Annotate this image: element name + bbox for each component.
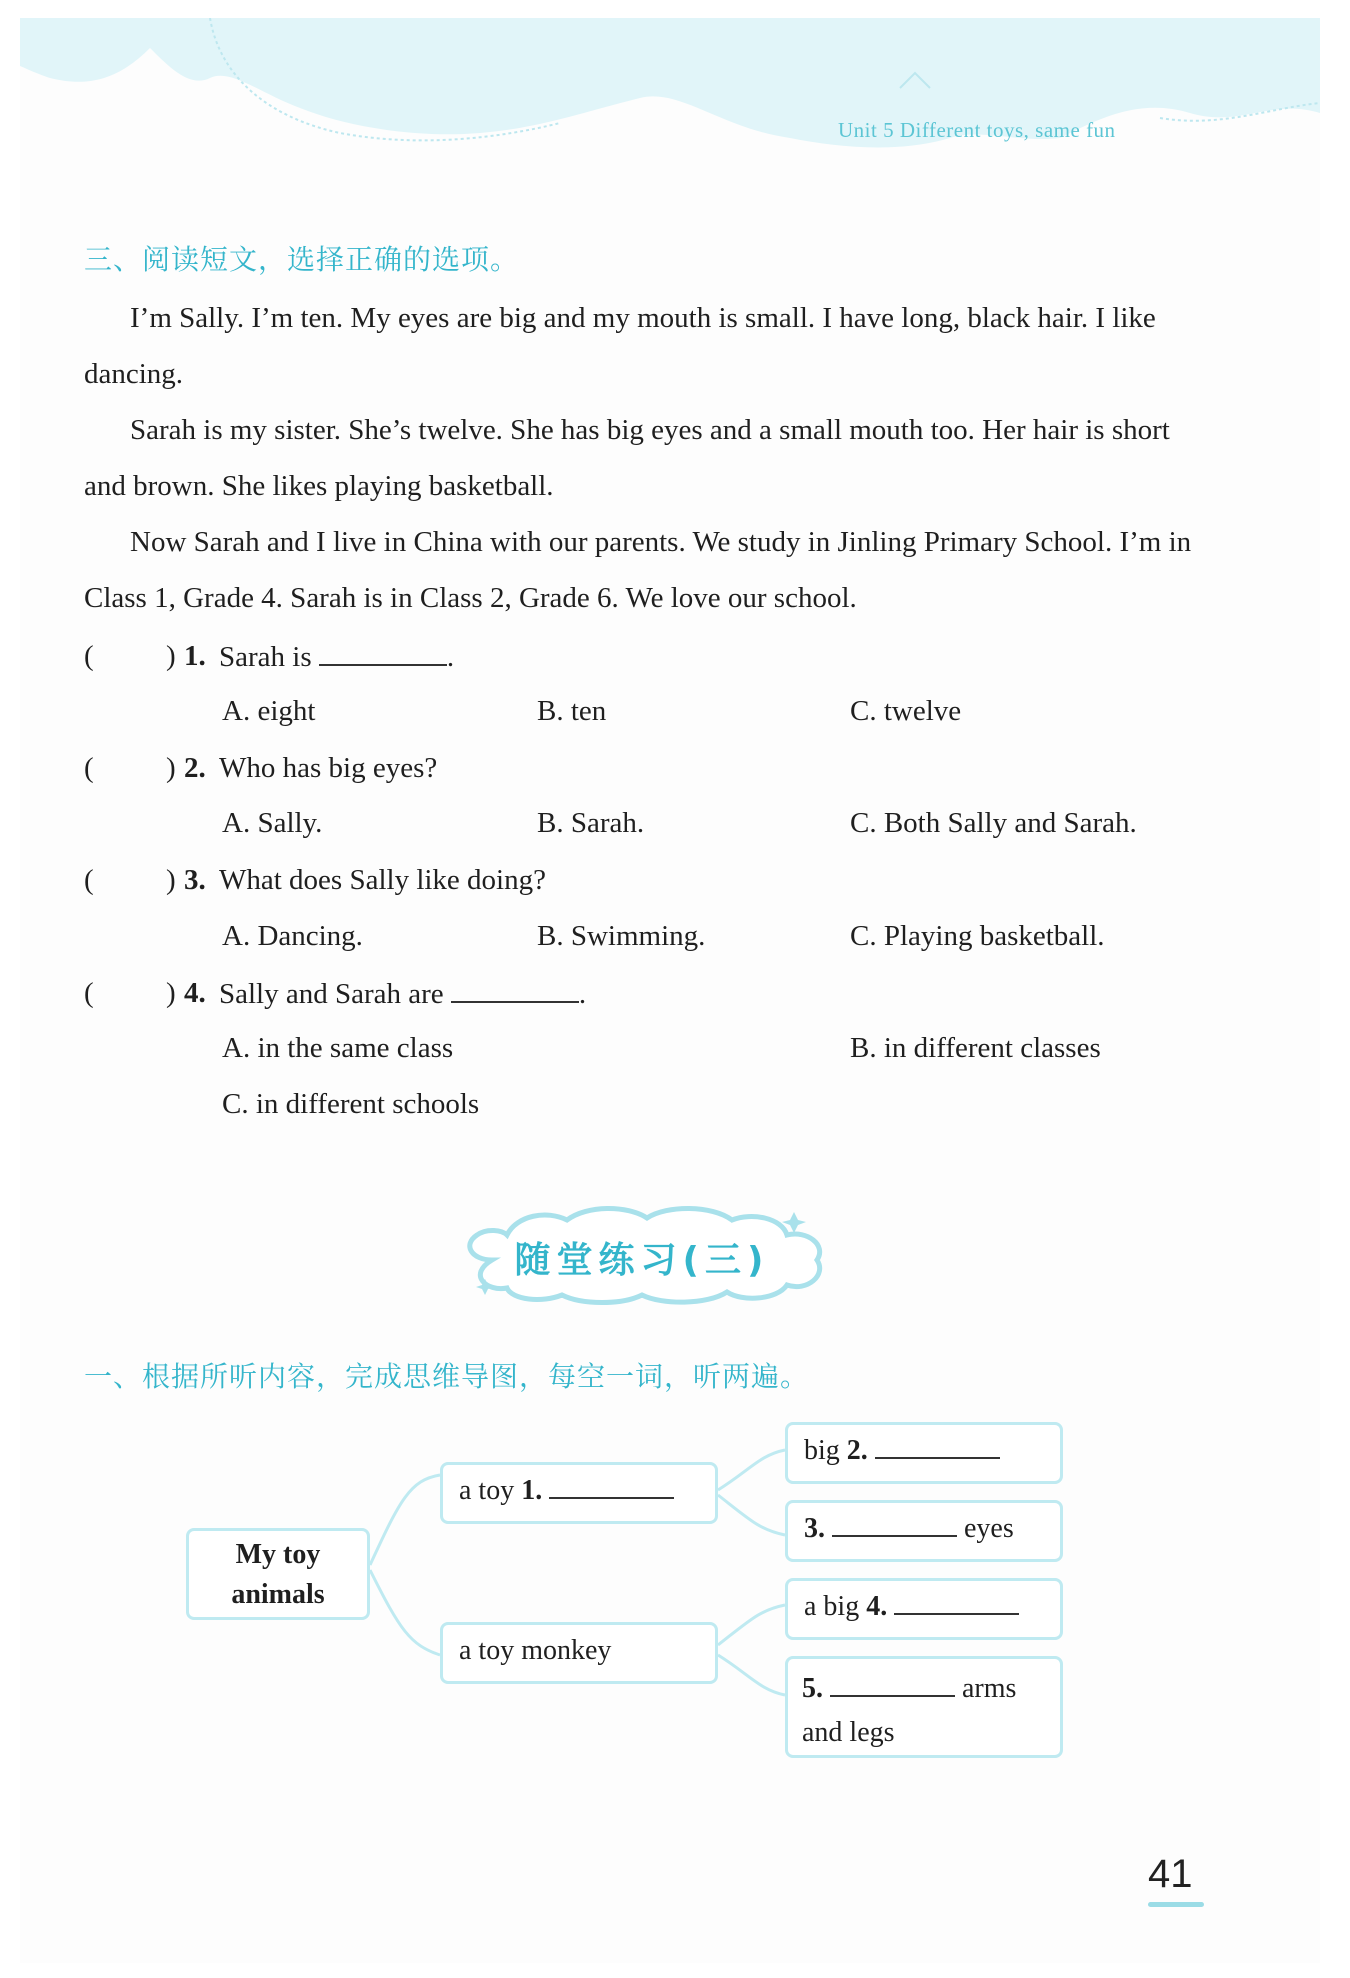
leaf-2-prefix: big xyxy=(804,1435,840,1466)
answer-bracket-open: ( xyxy=(84,977,94,1009)
passage-paragraph: I’m Sally. I’m ten. My eyes are big and my mouth is small. I have long, black hair. I like dancing. xyxy=(84,302,1156,390)
leaf-5-line1 xyxy=(802,1667,1060,1711)
option-a[interactable]: A. Sally. xyxy=(222,807,323,839)
answer-blank-5[interactable] xyxy=(830,1673,955,1697)
blank-number: 1. xyxy=(521,1475,543,1506)
branch-1-prefix: a toy xyxy=(459,1475,515,1506)
answer-bracket-close[interactable]: ) xyxy=(166,752,176,784)
reading-section-title: 三、阅读短文，选择正确的选项。 xyxy=(84,243,520,276)
option-a[interactable]: A. Dancing. xyxy=(222,920,363,952)
option-a[interactable]: A. eight xyxy=(222,695,316,727)
question-text-after: . xyxy=(578,978,587,1010)
leaf-3-suffix: eyes xyxy=(964,1513,1014,1544)
question-text xyxy=(219,977,586,1011)
question-text-before: Sally and Sarah are xyxy=(219,978,444,1010)
question-text-after: . xyxy=(446,641,455,673)
option-c[interactable]: C. Both Sally and Sarah. xyxy=(850,807,1137,839)
listening-section-title: 一、根据所听内容，完成思维导图，每空一词，听两遍。 xyxy=(84,1360,810,1393)
question-number: 3. xyxy=(184,864,206,896)
reading-passage xyxy=(84,290,1194,626)
blank-number: 2. xyxy=(846,1435,868,1466)
option-b[interactable]: B. ten xyxy=(537,695,607,727)
answer-bracket-close[interactable]: ) xyxy=(166,864,176,896)
question-number: 4. xyxy=(184,977,206,1009)
mindmap-leaf-4 xyxy=(785,1578,1063,1640)
leaf-5-suffix: arms xyxy=(962,1673,1017,1704)
blank-number: 5. xyxy=(802,1673,823,1704)
question-text xyxy=(219,640,454,674)
answer-blank[interactable] xyxy=(319,640,447,666)
answer-blank-2[interactable] xyxy=(875,1435,1000,1459)
question-text-before: Sarah is xyxy=(219,641,312,673)
mindmap-leaf-5 xyxy=(785,1656,1063,1758)
answer-blank-3[interactable] xyxy=(832,1513,957,1537)
option-b[interactable]: B. Swimming. xyxy=(537,920,706,952)
answer-bracket-open: ( xyxy=(84,864,94,896)
option-c[interactable]: C. in different schools xyxy=(222,1088,480,1120)
mindmap-root xyxy=(186,1528,370,1620)
mindmap-root-line1: My toy xyxy=(235,1539,321,1570)
mindmap-leaf-2 xyxy=(785,1422,1063,1484)
question-number: 2. xyxy=(184,752,206,784)
leaf-5-line2: and legs xyxy=(802,1717,895,1748)
option-c[interactable]: C. Playing basketball. xyxy=(850,920,1105,952)
question-text: What does Sally like doing? xyxy=(219,864,546,896)
option-a[interactable]: A. in the same class xyxy=(222,1032,454,1064)
page-number-underline xyxy=(1148,1902,1204,1907)
answer-bracket-open: ( xyxy=(84,640,94,672)
passage-paragraph: Sarah is my sister. She’s twelve. She has big eyes and a small mouth too. Her hair is short and brown. She likes playing basketball. xyxy=(84,414,1170,502)
answer-blank-4[interactable] xyxy=(894,1591,1019,1615)
answer-bracket-open: ( xyxy=(84,752,94,784)
mindmap-branch-1 xyxy=(440,1462,718,1524)
question-text: Who has big eyes? xyxy=(219,752,438,784)
answer-blank-1[interactable] xyxy=(549,1475,674,1499)
leaf-4-prefix: a big xyxy=(804,1591,860,1622)
answer-bracket-close[interactable]: ) xyxy=(166,640,176,672)
practice-badge-title: 随堂练习(三) xyxy=(514,1240,770,1281)
mindmap-branch-2: a toy monkey xyxy=(440,1622,718,1684)
question-number: 1. xyxy=(184,640,206,672)
option-b[interactable]: B. in different classes xyxy=(850,1032,1101,1064)
cloud-header-decoration xyxy=(20,18,1320,168)
page-number: 41 xyxy=(1148,1852,1193,1896)
blank-number: 4. xyxy=(866,1591,888,1622)
answer-bracket-close[interactable]: ) xyxy=(166,977,176,1009)
answer-blank[interactable] xyxy=(451,977,579,1003)
passage-paragraph: Now Sarah and I live in China with our parents. We study in Jinling Primary School. I’m in Class 1, Grade 4. Sarah is in Class 2, Grade 6. We love our school. xyxy=(84,526,1192,614)
unit-header: Unit 5 Different toys, same fun xyxy=(838,118,1116,142)
option-c[interactable]: C. twelve xyxy=(850,695,962,727)
mindmap-root-line2: animals xyxy=(231,1579,325,1610)
blank-number: 3. xyxy=(804,1513,825,1544)
mindmap-leaf-3 xyxy=(785,1500,1063,1562)
option-b[interactable]: B. Sarah. xyxy=(537,807,645,839)
